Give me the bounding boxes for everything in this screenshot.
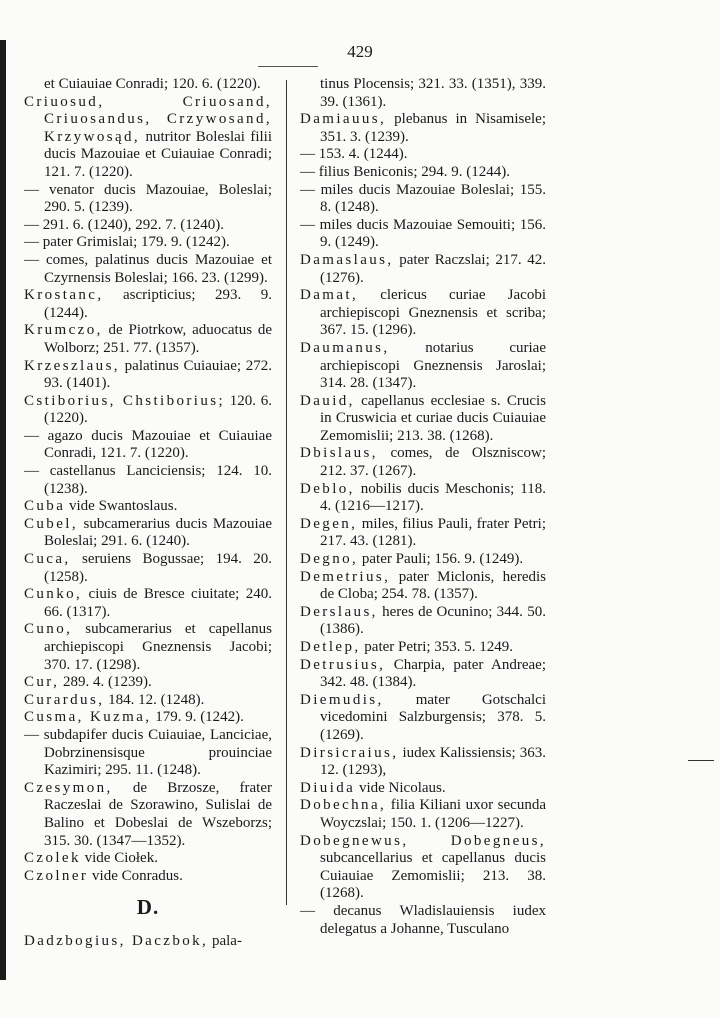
left-entry-list	[24, 76, 272, 885]
entry-text: vide Conradus.	[88, 867, 183, 884]
entry-text: pater Miclonis, heredis de Cloba; 254. 78. (1357).	[320, 568, 546, 603]
entry-text: seruiens Bogussae; 194. 20. (1258).	[44, 551, 272, 585]
entry-text: nobilis ducis Meschonis; 118. 4. (1216—1217).	[320, 480, 546, 515]
entry-headword: Dadzbogius, Daczbok,	[24, 932, 209, 949]
index-entry	[24, 94, 272, 182]
entry-headword: Krostanc,	[24, 287, 104, 304]
entry-text: subcamerarius ducis Mazouiae Boleslai; 291. 6. (1240).	[44, 515, 272, 550]
entry-text: — decanus Wladislauiensis iudex delegatus a Johanne, Tusculano	[300, 902, 546, 937]
entry-text: — 291. 6. (1240), 292. 7. (1240).	[24, 216, 224, 233]
entry-text: — miles ducis Mazouiae Boleslai; 155. 8. (1248).	[300, 181, 546, 216]
entry-headword: Dbislaus,	[300, 445, 378, 462]
index-entry	[24, 287, 272, 322]
index-entry	[300, 287, 546, 340]
entry-headword: Derslaus,	[300, 603, 378, 620]
page-number: 429	[347, 42, 373, 61]
index-entry	[24, 234, 272, 252]
entry-headword: Dobechna,	[300, 797, 387, 814]
entry-text: — pater Grimislai; 179. 9. (1242).	[24, 234, 230, 251]
entry-headword: Degen,	[300, 515, 358, 532]
entry-headword: Degno,	[300, 551, 359, 568]
index-entry	[24, 516, 272, 551]
entry-headword: Czesymon,	[24, 779, 113, 796]
index-entry	[24, 428, 272, 463]
margin-dash-mark	[688, 760, 714, 761]
entry-text: capellanus ecclesiae s. Crucis in Cruswicia et curiae ducis Cuiauiae Zemomislii; 213. 38. (1268).	[320, 392, 546, 444]
index-entry	[300, 393, 546, 446]
entry-headword: Dirsicraius,	[300, 744, 399, 761]
index-entry	[300, 516, 546, 551]
index-entry	[300, 217, 546, 252]
index-entry	[24, 551, 272, 586]
entry-headword: Cubel,	[24, 515, 78, 532]
page-number-rule	[258, 66, 318, 67]
entry-headword: Damaslaus,	[300, 251, 394, 268]
index-entry	[24, 217, 272, 235]
entry-text: — 153. 4. (1244).	[300, 146, 408, 163]
entry-text: pater Pauli; 156. 9. (1249).	[358, 551, 524, 568]
entry-text: 289. 4. (1239).	[59, 674, 152, 691]
entry-headword: Cur,	[24, 674, 60, 691]
entry-text: clericus curiae Jacobi archiepiscopi Gneznensis et scriba; 367. 15. (1296).	[320, 287, 546, 339]
index-entry	[300, 146, 546, 164]
entry-text: de Brzosze, frater Raczeslai de Szorawino, Sulislai de Balino et Dobeslai de Wszeborzs; 315. 30. (1347—1352).	[44, 779, 272, 849]
index-entry	[24, 586, 272, 621]
index-entry	[300, 340, 546, 393]
entry-text: vide Swantoslaus.	[65, 498, 178, 515]
entry-headword: Krzeszlaus,	[24, 357, 120, 374]
index-entry	[300, 604, 546, 639]
index-entry	[24, 76, 272, 94]
entry-text: nutritor Boleslai filii ducis Mazouiae et Cuiauiae Conradi; 121. 7. (1220).	[44, 128, 272, 180]
entry-text: ascripticius; 293. 9. (1244).	[44, 287, 272, 321]
index-entry	[24, 780, 272, 850]
entry-headword: Czolek	[24, 850, 81, 867]
entry-text: pater Raczslai; 217. 42. (1276).	[320, 251, 546, 286]
entry-headword: Cuca,	[24, 551, 71, 568]
entry-text: miles, filius Pauli, frater Petri; 217. 43. (1281).	[320, 515, 546, 550]
index-entry	[24, 674, 272, 692]
index-entry	[300, 780, 546, 798]
index-entry	[24, 393, 272, 428]
entry-headword: Cuba	[24, 498, 66, 515]
column-divider	[286, 80, 287, 905]
index-entry	[300, 481, 546, 516]
right-entry-list	[300, 76, 546, 938]
entry-text: notarius curiae archiepiscopi Gneznensis Jaroslai; 314. 28. (1347).	[320, 339, 546, 392]
index-entry	[300, 639, 546, 657]
entry-headword: Cstiborius, Chstiborius;	[24, 392, 226, 409]
entry-headword: Damat,	[300, 287, 359, 304]
index-entry	[24, 463, 272, 498]
entry-text: — filius Beniconis; 294. 9. (1244).	[300, 163, 510, 180]
entry-text: pala-	[208, 932, 242, 949]
entry-headword: Cunko,	[24, 586, 83, 603]
entry-text: filia Kiliani uxor secunda Woyczslai; 150. 1. (1206—1227).	[320, 797, 546, 831]
index-entry	[300, 745, 546, 780]
entry-text: palatinus Cuiauiae; 272. 93. (1401).	[44, 357, 272, 392]
entry-headword: Cuno,	[24, 621, 73, 638]
index-entry	[300, 692, 546, 745]
entry-headword: Damiauus,	[300, 111, 387, 128]
right-column	[300, 76, 546, 938]
index-entry	[24, 868, 272, 886]
index-entry	[24, 933, 272, 951]
section-letter: D.	[136, 895, 160, 920]
index-entry	[300, 551, 546, 569]
entry-headword: Czolner	[24, 867, 89, 884]
left-column	[24, 76, 272, 951]
entry-text: vide Nicolaus.	[355, 779, 446, 796]
entry-headword: Dobegnewus, Dobegneus,	[300, 832, 546, 849]
entry-text: subcamerarius et capellanus archiepiscopi Gneznensis Jacobi; 370. 17. (1298).	[44, 621, 272, 673]
entry-text: mater Gotschalci vicedomini Salzburgensis; 378. 5. (1269).	[320, 691, 546, 743]
entry-text: — subdapifer ducis Cuiauiae, Lanciciae, Dobrzinensisque prouinciae Kazimiri; 295. 11. (1248).	[24, 726, 272, 779]
entry-headword: Detlep,	[300, 639, 361, 655]
index-entry	[300, 833, 546, 903]
entry-text: plebanus in Nisamisele; 351. 3. (1239).	[320, 111, 546, 145]
entry-headword: Deblo,	[300, 480, 355, 497]
entry-text: vide Ciołek.	[80, 850, 158, 867]
entry-text: — castellanus Lanciciensis; 124. 10. (1238).	[24, 463, 272, 497]
entry-text: Charpia, pater Andreae; 342. 48. (1384).	[320, 656, 546, 691]
entry-text: — agazo ducis Mazouiae et Cuiauiae Conradi, 121. 7. (1220).	[24, 427, 272, 462]
index-entry	[300, 903, 546, 938]
index-entry	[24, 850, 272, 868]
index-entry	[300, 76, 546, 111]
entry-text: de Piotrkow, aduocatus de Wolborz; 251. 77. (1357).	[44, 322, 272, 356]
entry-headword: Criuosud, Criuosand, Criuosandus, Crzywosand, Krzywosąd,	[24, 93, 272, 145]
entry-headword: Krumczo,	[24, 322, 103, 339]
entry-headword: Detrusius,	[300, 656, 386, 673]
entry-text: — comes, palatinus ducis Mazouiae et Czyrnensis Boleslai; 166. 23. (1299).	[24, 251, 272, 286]
entry-headword: Diemudis,	[300, 691, 384, 708]
index-entry	[300, 445, 546, 480]
index-entry	[300, 797, 546, 832]
index-entry	[24, 727, 272, 780]
left-after-letter-list	[24, 933, 272, 951]
index-entry	[24, 252, 272, 287]
entry-text: subcancellarius et capellanus ducis Cuiauiae Zemomislii; 213. 38. (1268).	[320, 850, 546, 902]
index-entry	[24, 709, 272, 727]
page-edge-shadow	[0, 40, 6, 980]
entry-headword: Dauid,	[300, 392, 355, 409]
entry-headword: Curardus,	[24, 691, 105, 708]
entry-headword: Diuida	[300, 779, 356, 796]
index-entry	[300, 164, 546, 182]
index-entry	[24, 621, 272, 674]
index-entry	[300, 182, 546, 217]
index-entry	[24, 498, 272, 516]
entry-text: — miles ducis Mazouiae Semouiti; 156. 9. (1249).	[300, 216, 546, 251]
entry-text: heres de Ocunino; 344. 50. (1386).	[320, 603, 546, 638]
index-entry	[24, 322, 272, 357]
entry-text: tinus Plocensis; 321. 33. (1351), 339. 39. (1361).	[320, 76, 546, 110]
index-entry	[300, 252, 546, 287]
entry-text: 120. 6. (1220).	[44, 392, 273, 427]
entry-text: — venator ducis Mazouiae, Boleslai; 290. 5. (1239).	[24, 181, 272, 216]
entry-text: 179. 9. (1242).	[151, 709, 244, 726]
entry-text: ciuis de Bresce ciuitate; 240. 66. (1317).	[44, 586, 272, 620]
entry-text: 184. 12. (1248).	[104, 691, 205, 708]
entry-headword: Daumanus,	[300, 339, 390, 356]
entry-text: comes, de Olszniscow; 212. 37. (1267).	[320, 445, 546, 480]
index-entry	[300, 657, 546, 692]
index-entry	[300, 111, 546, 146]
entry-text: et Cuiauiae Conradi; 120. 6. (1220).	[44, 76, 261, 92]
index-entry	[300, 569, 546, 604]
entry-text: pater Petri; 353. 5. 1249.	[360, 639, 514, 655]
index-entry	[24, 358, 272, 393]
entry-headword: Cusma, Kuzma,	[24, 709, 152, 726]
index-entry	[24, 692, 272, 710]
entry-headword: Demetrius,	[300, 568, 391, 585]
entry-text: iudex Kalissiensis; 363. 12. (1293),	[320, 744, 546, 779]
index-entry	[24, 182, 272, 217]
